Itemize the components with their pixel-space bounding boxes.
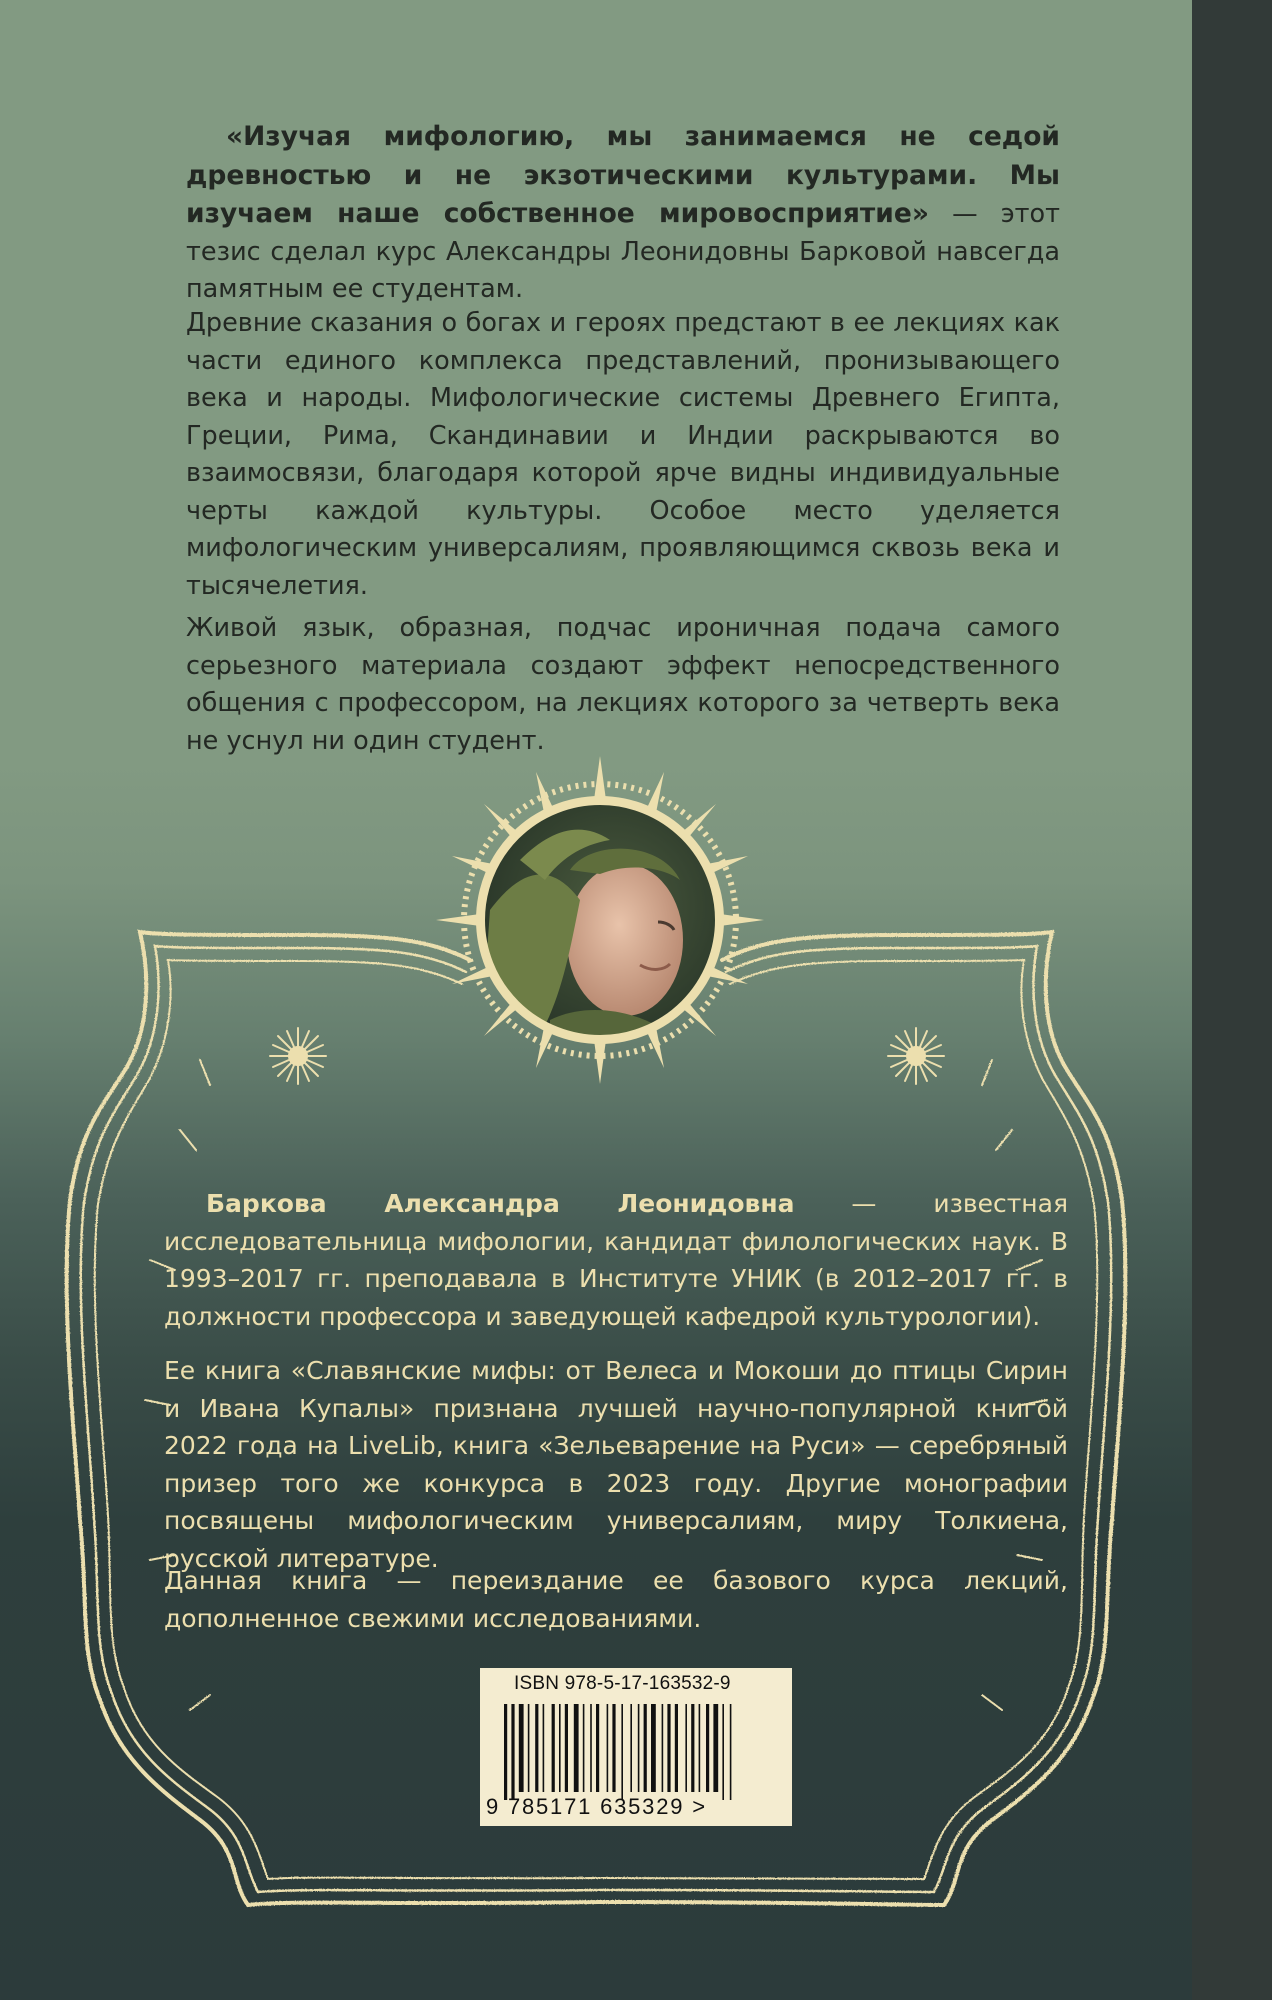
sun-icon-left <box>270 1028 326 1084</box>
intro-paragraph <box>186 118 1060 309</box>
edition-text: Данная книга — переиздание ее базового курса лекций, дополненное свежими исследованиями. <box>164 1566 1068 1633</box>
sun-icon-right <box>888 1028 944 1084</box>
edition-paragraph <box>164 1562 1068 1637</box>
isbn-label: ISBN 978-5-17-163532-9 <box>514 1673 731 1694</box>
books-paragraph <box>164 1352 1068 1577</box>
spine-strip <box>1192 0 1272 2000</box>
intro-rest: — этот тезис сделал курс Александры Леонидовны Барковой навсегда памятным ее студентам. <box>186 199 1060 304</box>
live-language-text: Живой язык, образная, подчас ироничная подача самого серьезного материала создают эффект непосредственного общения с профессором, на лекциях которого за четверть века не уснул ни один студент. <box>186 613 1060 756</box>
author-paragraph <box>164 1185 1068 1335</box>
isbn-barcode <box>480 1668 792 1826</box>
isbn-digits: 9 785171 635329 > <box>486 1794 707 1819</box>
ancient-myths-text: Древние сказания о богах и героях предстают в ее лекциях как части единого комплекса представлений, пронизывающего века и народы. Мифологические системы Древнего Египта, Греции, Рима, Скандинавии и Индии раскрываются во взаимосвязи, благодаря которой ярче видны индивидуальные черты каждой культуры. Особое место уделяется мифологическим универсалиям, проявляющимся сквозь века и тысячелетия. <box>186 308 1060 601</box>
live-language-paragraph <box>186 610 1060 760</box>
author-name: Баркова Александра Леонидовна <box>206 1189 795 1218</box>
intro-quote: «Изучая мифологию, мы занимаемся не седой древностью и не экзотическими культурами. Мы изучаем наше собственное мировосприятие» <box>186 121 1060 229</box>
ancient-myths-paragraph <box>186 305 1060 605</box>
sunburst-medallion <box>430 750 770 1090</box>
books-text: Ее книга «Славянские мифы: от Велеса и Мокоши до птицы Сирин и Ивана Купалы» признана лучшей научно-популярной книгой 2022 года на LiveLib, книга «Зельеварение на Руси» — серебряный призер того же конкурса в 2023 году. Другие монографии посвящены мифологическим универсалиям, миру Толкиена, русской литературе. <box>164 1356 1068 1573</box>
author-bio: — известная исследовательница мифологии, кандидат филологических наук. В 1993–2017 гг. преподавала в Институте УНИК (в 2012–2017 гг. в должности профессора и заведующей кафедрой культурологии). <box>164 1189 1068 1331</box>
